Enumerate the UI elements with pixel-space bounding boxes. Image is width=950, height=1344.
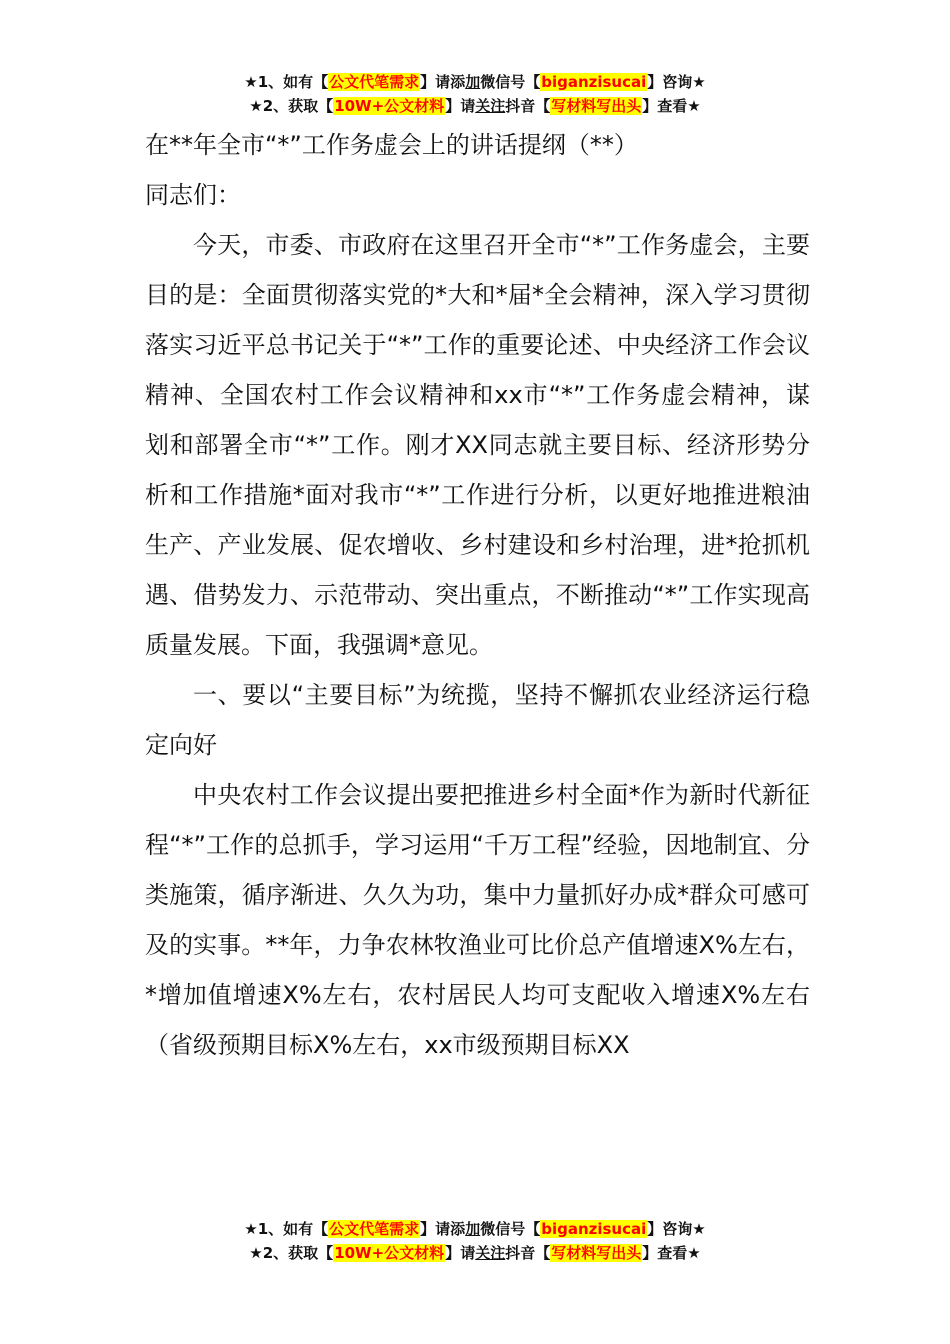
- header-line-1-underlined: 加: [465, 73, 481, 91]
- footer-line-2: [0, 1241, 950, 1265]
- footer-line-1-underlined: 加: [465, 1220, 481, 1238]
- header-line-1-pre: ★1、如有【: [244, 73, 329, 91]
- footer-line-2-underlined: 关注: [475, 1244, 506, 1262]
- footer-banner: [0, 1217, 950, 1265]
- header-highlight-douyin: 写材料写出头: [551, 97, 642, 115]
- footer-line-1-mid2: 微信号【: [480, 1220, 541, 1238]
- footer-highlight-wechat-id: biganzisucai: [541, 1220, 647, 1238]
- header-line-1: [0, 70, 950, 94]
- footer-line-2-mid2: 抖音【: [505, 1244, 551, 1262]
- document-title: 在**年全市“*”工作务虚会上的讲话提纲（**）: [145, 131, 638, 159]
- footer-line-2-pre: ★2、获取【: [249, 1244, 334, 1262]
- header-highlight-writing-service: 公文代笔需求: [329, 73, 420, 91]
- header-line-2-post: 】查看★: [642, 97, 701, 115]
- footer-line-2-post: 】查看★: [642, 1244, 701, 1262]
- section-heading-1: 一、要以“主要目标”为统揽，坚持不懈抓农业经济运行稳定向好: [145, 681, 810, 759]
- paragraph-targets: 中央农村工作会议提出要把推进乡村全面*作为新时代新征程“*”工作的总抓手，学习运用“千万工程”经验，因地制宜、分类施策，循序渐进、久久为功，集中力量抓好办成*群众可感可及的实事。**年，力争农林牧渔业可比价总产值增速X%左右，*增加值增速X%左右，农村居民人均可支配收入增速X%左右（省级预期目标X%左右，xx市级预期目标XX: [145, 781, 810, 1059]
- header-line-1-post: 】咨询★: [647, 73, 706, 91]
- header-highlight-wechat-id: biganzisucai: [541, 73, 647, 91]
- paragraph-intro: 今天，市委、市政府在这里召开全市“*”工作务虚会，主要目的是：全面贯彻落实党的*大和*届*全会精神，深入学习贯彻落实习近平总书记关于“*”工作的重要论述、中央经济工作会议精神、全国农村工作会议精神和xx市“*”工作务虚会精神，谋划和部署全市“*”工作。刚才XX同志就主要目标、经济形势分析和工作措施*面对我市“*”工作进行分析，以更好地推进粮油生产、产业发展、促农增收、乡村建设和乡村治理，进*抢抓机遇、借势发力、示范带动、突出重点，不断推动“*”工作实现高质量发展。下面，我强调*意见。: [145, 231, 810, 659]
- footer-highlight-writing-service: 公文代笔需求: [329, 1220, 420, 1238]
- header-line-2-mid1: 】请: [445, 97, 476, 115]
- header-line-2: [0, 94, 950, 118]
- footer-line-1: [0, 1217, 950, 1241]
- header-line-1-mid1: 】请添: [420, 73, 466, 91]
- footer-line-1-mid1: 】请添: [420, 1220, 466, 1238]
- salutation: 同志们：: [145, 181, 241, 209]
- header-line-1-mid2: 微信号【: [480, 73, 541, 91]
- header-line-2-underlined: 关注: [475, 97, 506, 115]
- header-line-2-pre: ★2、获取【: [249, 97, 334, 115]
- footer-line-1-pre: ★1、如有【: [244, 1220, 329, 1238]
- footer-line-1-post: 】咨询★: [647, 1220, 706, 1238]
- header-highlight-materials: 10W+公文材料: [334, 97, 445, 115]
- document-body: [145, 120, 810, 1070]
- footer-line-2-mid1: 】请: [445, 1244, 476, 1262]
- header-line-2-mid2: 抖音【: [505, 97, 551, 115]
- footer-highlight-douyin: 写材料写出头: [551, 1244, 642, 1262]
- footer-highlight-materials: 10W+公文材料: [334, 1244, 445, 1262]
- header-banner: [0, 70, 950, 118]
